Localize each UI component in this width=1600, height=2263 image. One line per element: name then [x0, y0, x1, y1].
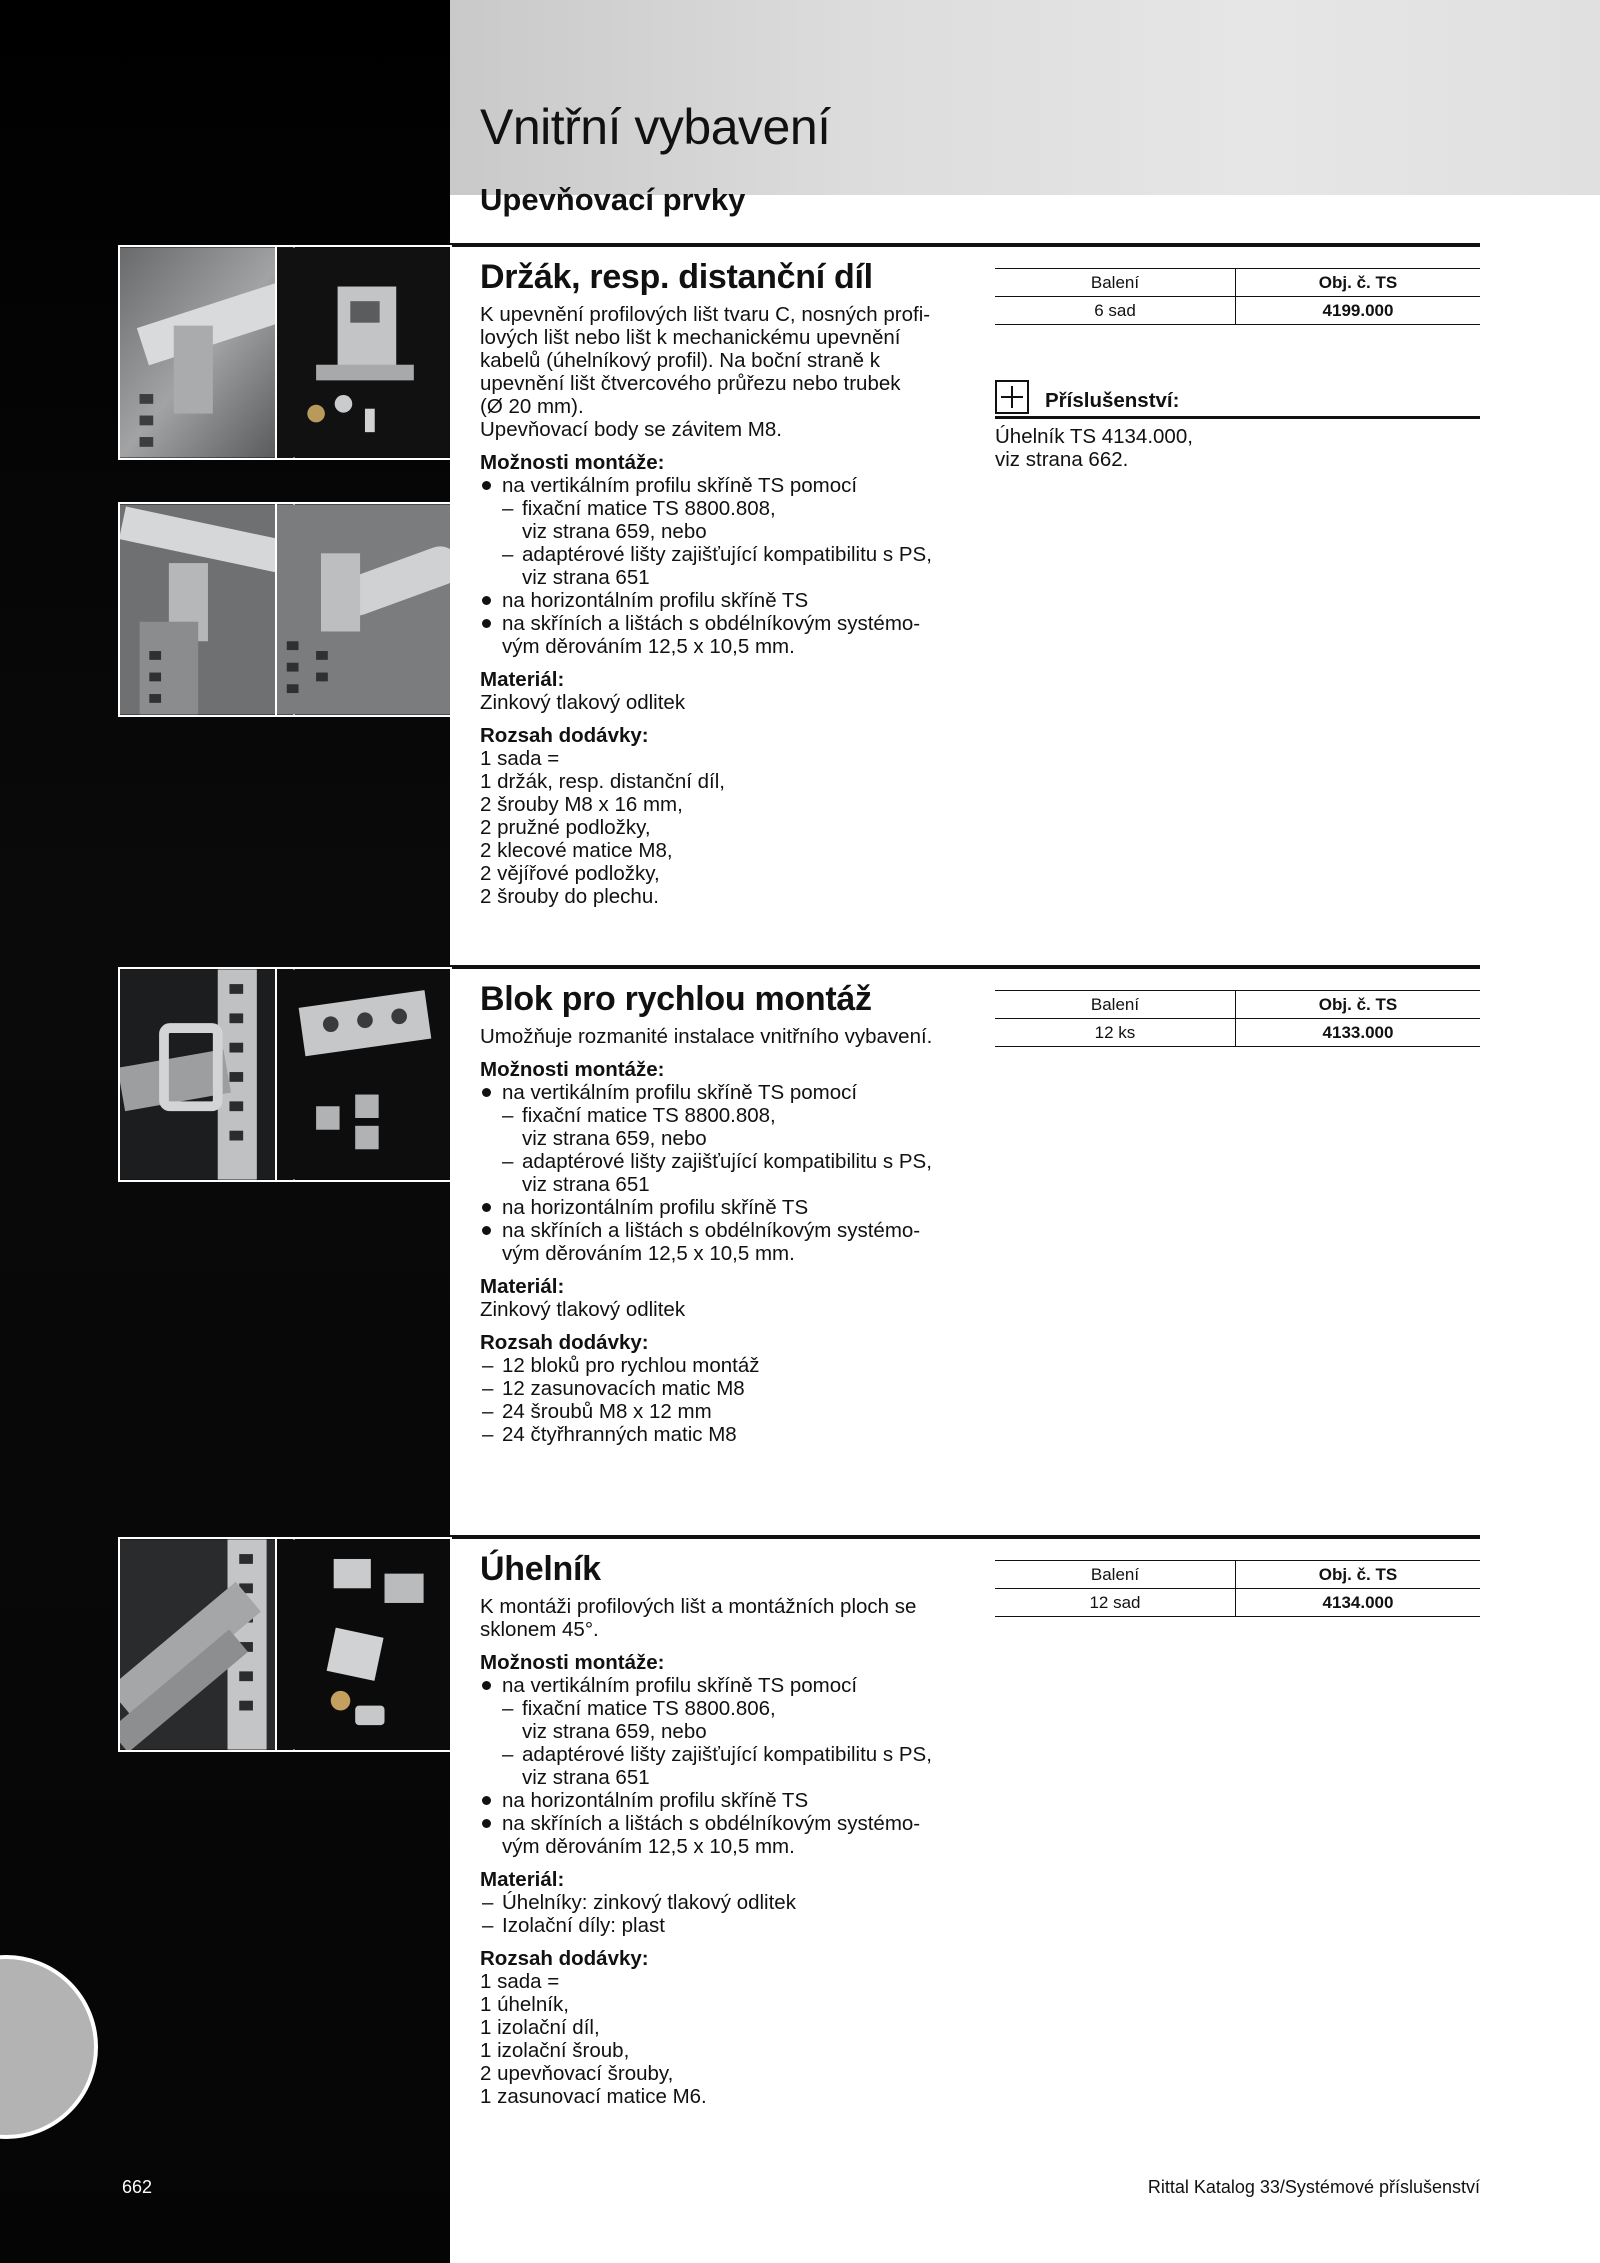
mounting-heading: Možnosti montáže:: [480, 451, 665, 474]
product-photo-bracket-4: [275, 502, 452, 717]
section-rule-3: [450, 1535, 1480, 1539]
page-number: 662: [122, 2177, 153, 2197]
plus-box-icon: [995, 380, 1029, 414]
list-item: viz strana 651: [522, 566, 650, 589]
list-item: – adaptérové lišty zajišťující kompatibilitu s PS,: [480, 1150, 980, 1173]
material-heading: Materiál:: [480, 1868, 565, 1891]
table-header-row: [995, 1561, 1480, 1589]
list-item: na horizontálním profilu skříně TS: [480, 589, 980, 612]
list-item: – adaptérové lišty zajišťující kompatibilitu s PS,: [480, 1743, 980, 1766]
list-item: vým děrováním 12,5 x 10,5 mm.: [502, 1242, 795, 1265]
section-rule-2: [450, 965, 1480, 969]
list-item: – Úhelníky: zinkový tlakový odlitek: [480, 1891, 980, 1914]
footer-catalog-text: Rittal Katalog 33/Systémové příslušenství: [1147, 2177, 1480, 2197]
mounting-heading: Možnosti montáže:: [480, 1058, 665, 1081]
list-item: – 24 čtyřhranných matic M8: [480, 1423, 980, 1446]
scope-list: [480, 1354, 980, 1446]
list-item: viz strana 659, nebo: [522, 1127, 707, 1150]
scope-line: 2 šrouby do plechu.: [480, 885, 659, 908]
mounting-list: [480, 1081, 980, 1265]
list-item: – 24 šroubů M8 x 12 mm: [480, 1400, 980, 1423]
description-line: lových lišt nebo lišt k mechanickému upevnění: [480, 326, 901, 349]
order-no-value: 4133.000: [1236, 1019, 1481, 1047]
list-item: – 12 zasunovacích matic M8: [480, 1377, 980, 1400]
product-section-holder: [480, 257, 980, 908]
table-header-row: [995, 991, 1480, 1019]
order-no-header: Obj. č. TS: [1236, 269, 1481, 297]
scope-line: 1 izolační šroub,: [480, 2039, 630, 2062]
description-line: Upevňovací body se závitem M8.: [480, 418, 782, 441]
scope-line: 2 upevňovací šrouby,: [480, 2062, 674, 2085]
scope-line: 1 sada =: [480, 1970, 560, 1993]
list-item: viz strana 651: [522, 1173, 650, 1196]
description-line: K upevnění profilových lišt tvaru C, nosných profi-: [480, 303, 931, 326]
table-row: [995, 297, 1480, 325]
pack-value: 12 ks: [995, 1019, 1236, 1047]
page-title: Vnitřní vybavení: [480, 99, 831, 155]
table-row: [995, 1019, 1480, 1047]
scope-line: 1 držák, resp. distanční díl,: [480, 770, 725, 793]
description-line: K montáži profilových lišt a montážních ploch se: [480, 1595, 917, 1618]
list-item: na skříních a lištách s obdélníkovým systémo-: [480, 1812, 980, 1835]
list-item: – adaptérové lišty zajišťující kompatibilitu s PS,: [480, 543, 980, 566]
material-heading: Materiál:: [480, 1275, 565, 1298]
list-item: – fixační matice TS 8800.808,: [480, 1104, 980, 1127]
section-title: Upevňovací prvky: [480, 182, 746, 217]
accessory-body: [995, 425, 1480, 471]
scope-heading: Rozsah dodávky:: [480, 1947, 649, 1970]
section-rule-1: [450, 243, 1480, 247]
description-line: kabelů (úhelníkový profil). Na boční straně k: [480, 349, 880, 372]
scope-heading: Rozsah dodávky:: [480, 724, 649, 747]
product-photo-angle-1: [118, 1537, 295, 1752]
list-item: – fixační matice TS 8800.808,: [480, 497, 980, 520]
material-text: Zinkový tlakový odlitek: [480, 691, 686, 714]
pack-value: 12 sad: [995, 1589, 1236, 1617]
accessory-heading: [995, 370, 1480, 419]
scope-line: 1 izolační díl,: [480, 2016, 600, 2039]
scope-line: 1 úhelník,: [480, 1993, 569, 2016]
list-item: – 12 bloků pro rychlou montáž: [480, 1354, 980, 1377]
product-photo-bracket-2: [275, 245, 452, 460]
list-item: na skříních a lištách s obdélníkovým systémo-: [480, 1219, 980, 1242]
product-photo-angle-2: [275, 1537, 452, 1752]
order-table-holder: [995, 268, 1480, 325]
material-text: Zinkový tlakový odlitek: [480, 1298, 686, 1321]
list-item: na skříních a lištách s obdélníkovým systémo-: [480, 612, 980, 635]
list-item: na vertikálním profilu skříně TS pomocí: [480, 474, 980, 497]
product-title: Držák, resp. distanční díl: [480, 258, 873, 296]
accessory-block: [995, 370, 1480, 471]
list-item: na horizontálním profilu skříně TS: [480, 1789, 980, 1812]
list-item: na vertikálním profilu skříně TS pomocí: [480, 1674, 980, 1697]
description-line: Umožňuje rozmanité instalace vnitřního vybavení.: [480, 1025, 933, 1048]
product-title: Blok pro rychlou montáž: [480, 980, 872, 1018]
list-item: na horizontálním profilu skříně TS: [480, 1196, 980, 1219]
mounting-list: [480, 474, 980, 658]
scope-line: 2 vějířové podložky,: [480, 862, 660, 885]
list-item: – Izolační díly: plast: [480, 1914, 980, 1937]
product-photo-quickblock-2: [275, 967, 452, 1182]
list-item: vým děrováním 12,5 x 10,5 mm.: [502, 635, 795, 658]
mounting-list: [480, 1674, 980, 1858]
accessory-line: viz strana 662.: [995, 448, 1129, 471]
product-photo-bracket-3: [118, 502, 295, 717]
list-item: viz strana 651: [522, 1766, 650, 1789]
order-table-quick-block: [995, 990, 1480, 1047]
list-item: viz strana 659, nebo: [522, 1720, 707, 1743]
order-no-value: 4199.000: [1236, 297, 1481, 325]
pack-header: Balení: [995, 269, 1236, 297]
scope-line: 2 klecové matice M8,: [480, 839, 673, 862]
scope-heading: Rozsah dodávky:: [480, 1331, 649, 1354]
scope-line: 1 sada =: [480, 747, 560, 770]
order-table-angle: [995, 1560, 1480, 1617]
list-item: na vertikálním profilu skříně TS pomocí: [480, 1081, 980, 1104]
scope-line: 2 šrouby M8 x 16 mm,: [480, 793, 683, 816]
pack-header: Balení: [995, 1561, 1236, 1589]
accessory-label: Příslušenství:: [1045, 389, 1180, 412]
product-title: Úhelník: [480, 1550, 601, 1588]
mounting-heading: Možnosti montáže:: [480, 1651, 665, 1674]
order-no-header: Obj. č. TS: [1236, 991, 1481, 1019]
material-heading: Materiál:: [480, 668, 565, 691]
pack-header: Balení: [995, 991, 1236, 1019]
accessory-line: Úhelník TS 4134.000,: [995, 425, 1193, 448]
description-line: (Ø 20 mm).: [480, 395, 584, 418]
product-photo-bracket-1: [118, 245, 295, 460]
product-section-angle: [480, 1549, 980, 2108]
table-header-row: [995, 269, 1480, 297]
scope-line: 1 zasunovací matice M6.: [480, 2085, 707, 2108]
material-list: [480, 1891, 980, 1937]
order-no-value: 4134.000: [1236, 1589, 1481, 1617]
table-row: [995, 1589, 1480, 1617]
order-no-header: Obj. č. TS: [1236, 1561, 1481, 1589]
list-item: – fixační matice TS 8800.806,: [480, 1697, 980, 1720]
product-photo-quickblock-1: [118, 967, 295, 1182]
pack-value: 6 sad: [995, 297, 1236, 325]
description-line: upevnění lišt čtvercového průřezu nebo trubek: [480, 372, 901, 395]
list-item: vým děrováním 12,5 x 10,5 mm.: [502, 1835, 795, 1858]
list-item: viz strana 659, nebo: [522, 520, 707, 543]
product-section-quick-block: [480, 979, 980, 1446]
description-line: sklonem 45°.: [480, 1618, 599, 1641]
scope-line: 2 pružné podložky,: [480, 816, 651, 839]
